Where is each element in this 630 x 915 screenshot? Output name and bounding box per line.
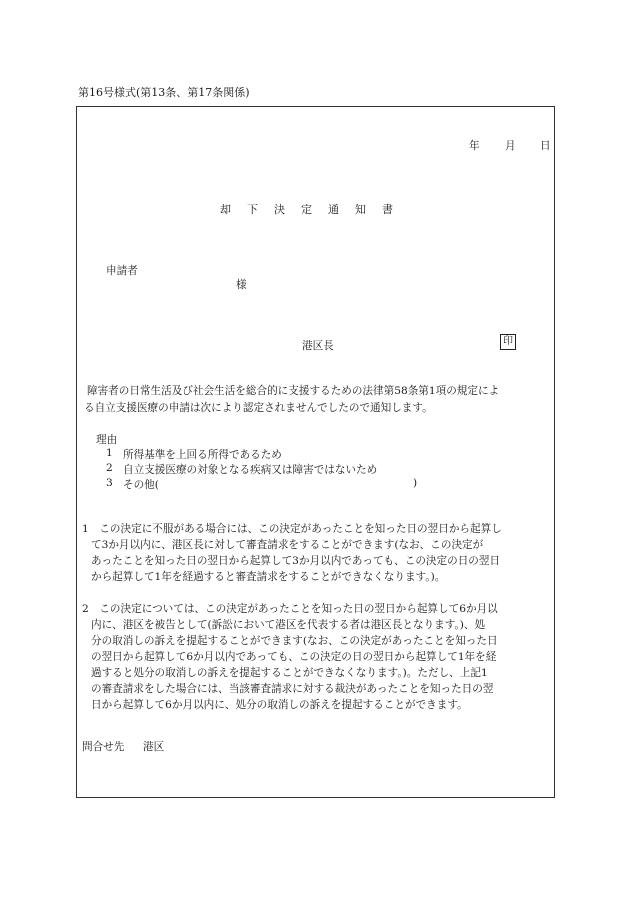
issuer-name: 港区長 [302,340,334,352]
note-line: の翌日から起算して6か月以内であっても、この決定の日の翌日から起算して1年を経 [91,651,497,663]
applicant-label: 申請者 [106,265,138,277]
reason-text: 自立支援医療の対象となる疾病又は障害ではないため [123,464,378,476]
title-char: 却 [220,203,231,216]
note-line: 分の取消しの訴えを提起することができます(なお、この決定があったことを知った日 [91,635,498,647]
applicant-honorific: 様 [236,279,247,291]
reason-text: 所得基準を上回る所得であるため [123,449,282,461]
title-char: 決 [274,203,285,216]
title-char: 通 [328,203,339,216]
note-line: 1 この決定に不服がある場合には、この決定があったことを知った日の翌日から起算し [82,523,502,535]
reason-number: 3 [106,477,113,489]
note-line: 過すると処分の取消しの訴えを提起することができなくなります。)。ただし、上記1 [91,667,488,679]
note-line: て3か月以内に、港区長に対して審査請求をすることができます(なお、この決定が [91,539,484,551]
reason-number: 1 [106,447,113,459]
reason-text: その他( [123,479,159,491]
note-line: 2 この決定については、この決定があったことを知った日の翌日から起算して6か月以 [82,603,498,615]
seal-box: 印 [500,334,516,350]
body-line: る自立支援医療の申請は次により認定されませんでしたので通知します。 [84,402,433,414]
contact-label: 問合せ先 [82,741,125,753]
note-line: 内に、港区を被告として(訴訟において港区を代表する者は港区長となります。)、処 [91,619,486,631]
title-char: 知 [355,203,366,216]
title-char: 書 [382,203,393,216]
note-line: の審査請求をした場合には、当該審査請求に対する裁決があったことを知った日の翌 [91,683,494,695]
reason-other-close: ) [413,477,418,489]
note-line: 日から起算して6か月以内に、処分の取消しの訴えを提起することができます。 [91,699,468,711]
reason-number: 2 [106,462,113,474]
title-char: 定 [301,203,312,216]
date-year: 年 [469,140,480,152]
note-line: から起算して1年を経過すると審査請求をすることができなくなります。)。 [91,571,446,583]
document-title [220,201,409,217]
date-day: 日 [540,140,551,152]
body-line: 障害者の日常生活及び社会生活を総合的に支援するための法律第58条第1項の規定によ [87,385,500,397]
note-line: あったことを知った日の翌日から起算して3か月以内であっても、この決定の日の翌日 [91,555,501,567]
reason-label: 理由 [96,434,118,446]
contact-value: 港区 [143,741,165,753]
form-number: 第16号様式(第13条、第17条関係) [78,86,250,99]
title-char: 下 [247,203,258,216]
date-month: 月 [505,140,516,152]
